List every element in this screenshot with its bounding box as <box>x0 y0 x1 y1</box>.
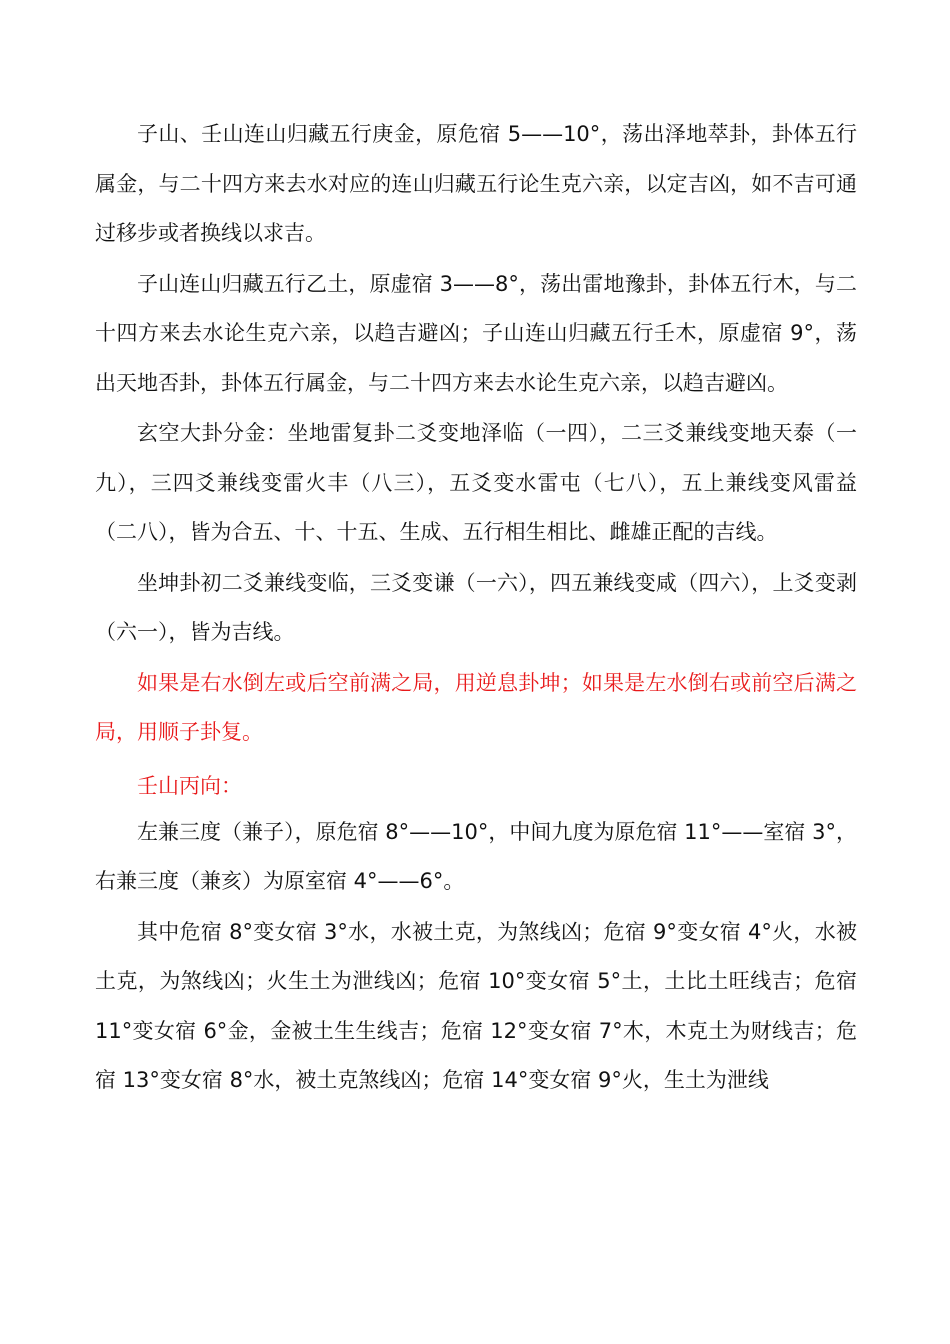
document-page <box>95 110 857 1106</box>
paragraph-1: 子山、壬山连山归藏五行庚金，原危宿 5——10°，荡出泽地萃卦，卦体五行属金，与二十四方来去水对应的连山归藏五行论生克六亲，以定吉凶，如不吉可通过移步或者换线以求吉。 <box>95 122 857 245</box>
paragraph-5-highlight: 如果是右水倒左或后空前满之局，用逆息卦坤；如果是左水倒右或前空后满之局，用顺子卦复。 <box>95 670 857 744</box>
paragraph-4: 坐坤卦初二爻兼线变临，三爻变谦（一六），四五兼线变咸（四六），上爻变剥（六一），皆为吉线。 <box>95 570 857 644</box>
section-paragraph-1: 左兼三度（兼子），原危宿 8°——10°，中间九度为原危宿 11°——室宿 3°，右兼三度（兼亥）为原室宿 4°——6°。 <box>95 819 857 893</box>
paragraph-3: 玄空大卦分金：坐地雷复卦二爻变地泽临（一四），二三爻兼线变地天泰（一九），三四爻兼线变雷火丰（八三），五爻变水雷屯（七八），五上兼线变风雷益（二八），皆为合五、十、十五、生成、五行相生相比、雌雄正配的吉线。 <box>95 421 857 544</box>
paragraph-2: 子山连山归藏五行乙土，原虚宿 3——8°，荡出雷地豫卦，卦体五行木，与二十四方来去水论生克六亲，以趋吉避凶；子山连山归藏五行壬木，原虚宿 9°，荡出天地否卦，卦体五行属金，与二十四方来去水论生克六亲，以趋吉避凶。 <box>95 271 857 395</box>
section-heading: 壬山丙向： <box>137 773 242 798</box>
section-paragraph-2: 其中危宿 8°变女宿 3°水，水被土克，为煞线凶；危宿 9°变女宿 4°火，水被土克，为煞线凶；火生土为泄线凶；危宿 10°变女宿 5°土，土比土旺线吉；危宿 11°变女宿 6°金，金被土生生线吉；危宿 12°变女宿 7°木，木克土为财线吉；危宿 13°变女宿 8°水，被土克煞线凶；危宿 14°变女宿 9°火，生土为泄线 <box>95 919 857 1092</box>
